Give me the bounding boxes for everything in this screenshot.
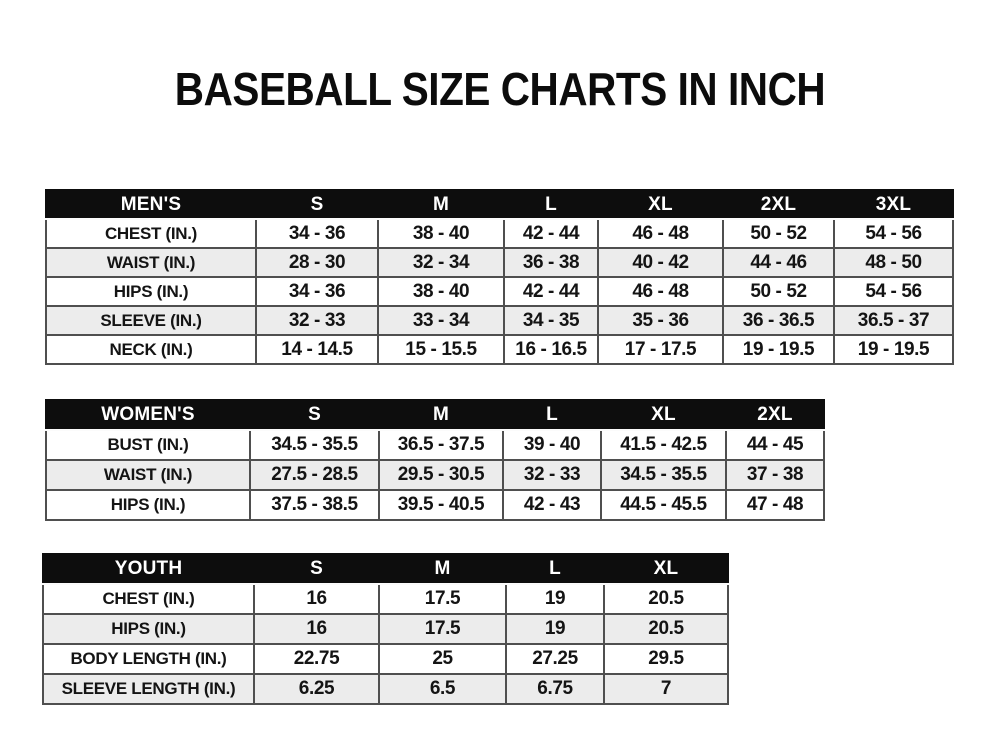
- size-column-header: 3XL: [834, 190, 953, 219]
- size-value-cell: 25: [379, 644, 506, 674]
- size-value-cell: 27.25: [506, 644, 604, 674]
- size-value-cell: 19 - 19.5: [834, 335, 953, 364]
- table-row: [46, 219, 953, 248]
- size-value-cell: 34 - 36: [256, 219, 378, 248]
- size-value-cell: 42 - 43: [503, 490, 601, 520]
- size-value-cell: 32 - 34: [378, 248, 504, 277]
- size-value-cell: 42 - 44: [504, 219, 598, 248]
- size-column-header: XL: [598, 190, 723, 219]
- size-value-cell: 42 - 44: [504, 277, 598, 306]
- size-value-cell: 36.5 - 37.5: [379, 430, 503, 460]
- table-row: [46, 430, 824, 460]
- size-value-cell: 15 - 15.5: [378, 335, 504, 364]
- size-value-cell: 19 - 19.5: [723, 335, 834, 364]
- youth-size-table: [42, 553, 729, 705]
- table-row: [46, 335, 953, 364]
- size-column-header: M: [378, 190, 504, 219]
- size-column-header: XL: [601, 400, 726, 430]
- womens-size-table: [45, 399, 825, 521]
- size-value-cell: 34.5 - 35.5: [250, 430, 379, 460]
- size-value-cell: 28 - 30: [256, 248, 378, 277]
- size-value-cell: 6.25: [254, 674, 379, 704]
- size-value-cell: 19: [506, 584, 604, 614]
- size-column-header: S: [250, 400, 379, 430]
- size-column-header: S: [254, 554, 379, 584]
- size-column-header: 2XL: [726, 400, 824, 430]
- size-value-cell: 37 - 38: [726, 460, 824, 490]
- size-column-header: M: [379, 400, 503, 430]
- table-header-row: [43, 554, 728, 584]
- size-value-cell: 50 - 52: [723, 219, 834, 248]
- size-value-cell: 44.5 - 45.5: [601, 490, 726, 520]
- table-row: [43, 614, 728, 644]
- size-value-cell: 7: [604, 674, 728, 704]
- size-value-cell: 46 - 48: [598, 219, 723, 248]
- size-value-cell: 17 - 17.5: [598, 335, 723, 364]
- table-title-cell: YOUTH: [43, 554, 254, 584]
- row-label: BUST (IN.): [46, 430, 250, 460]
- size-value-cell: 16: [254, 584, 379, 614]
- size-value-cell: 46 - 48: [598, 277, 723, 306]
- size-value-cell: 29.5 - 30.5: [379, 460, 503, 490]
- table-title-cell: MEN'S: [46, 190, 256, 219]
- size-value-cell: 38 - 40: [378, 277, 504, 306]
- size-column-header: M: [379, 554, 506, 584]
- table-row: [43, 674, 728, 704]
- size-value-cell: 32 - 33: [503, 460, 601, 490]
- size-value-cell: 29.5: [604, 644, 728, 674]
- size-value-cell: 34.5 - 35.5: [601, 460, 726, 490]
- table-header-row: [46, 400, 824, 430]
- size-value-cell: 27.5 - 28.5: [250, 460, 379, 490]
- size-value-cell: 17.5: [379, 584, 506, 614]
- row-label: SLEEVE (IN.): [46, 306, 256, 335]
- size-value-cell: 14 - 14.5: [256, 335, 378, 364]
- row-label: HIPS (IN.): [46, 277, 256, 306]
- row-label: BODY LENGTH (IN.): [43, 644, 254, 674]
- size-column-header: S: [256, 190, 378, 219]
- size-value-cell: 19: [506, 614, 604, 644]
- size-column-header: L: [503, 400, 601, 430]
- row-label: SLEEVE LENGTH (IN.): [43, 674, 254, 704]
- size-value-cell: 34 - 36: [256, 277, 378, 306]
- size-value-cell: 33 - 34: [378, 306, 504, 335]
- size-value-cell: 20.5: [604, 614, 728, 644]
- size-value-cell: 54 - 56: [834, 277, 953, 306]
- table-row: [46, 277, 953, 306]
- row-label: HIPS (IN.): [46, 490, 250, 520]
- size-value-cell: 41.5 - 42.5: [601, 430, 726, 460]
- table-row: [46, 490, 824, 520]
- size-value-cell: 36 - 36.5: [723, 306, 834, 335]
- table-header-row: [46, 190, 953, 219]
- row-label: HIPS (IN.): [43, 614, 254, 644]
- row-label: WAIST (IN.): [46, 248, 256, 277]
- size-value-cell: 44 - 45: [726, 430, 824, 460]
- size-value-cell: 50 - 52: [723, 277, 834, 306]
- size-value-cell: 40 - 42: [598, 248, 723, 277]
- table-row: [43, 584, 728, 614]
- mens-size-table: [45, 189, 954, 365]
- size-value-cell: 36.5 - 37: [834, 306, 953, 335]
- size-value-cell: 20.5: [604, 584, 728, 614]
- size-value-cell: 22.75: [254, 644, 379, 674]
- size-value-cell: 39.5 - 40.5: [379, 490, 503, 520]
- table-row: [46, 248, 953, 277]
- size-value-cell: 38 - 40: [378, 219, 504, 248]
- size-value-cell: 35 - 36: [598, 306, 723, 335]
- size-value-cell: 47 - 48: [726, 490, 824, 520]
- size-value-cell: 32 - 33: [256, 306, 378, 335]
- table-row: [46, 306, 953, 335]
- size-column-header: L: [506, 554, 604, 584]
- size-value-cell: 36 - 38: [504, 248, 598, 277]
- size-column-header: 2XL: [723, 190, 834, 219]
- size-value-cell: 6.75: [506, 674, 604, 704]
- size-column-header: L: [504, 190, 598, 219]
- size-value-cell: 16: [254, 614, 379, 644]
- size-value-cell: 54 - 56: [834, 219, 953, 248]
- size-value-cell: 37.5 - 38.5: [250, 490, 379, 520]
- size-value-cell: 17.5: [379, 614, 506, 644]
- size-value-cell: 48 - 50: [834, 248, 953, 277]
- row-label: NECK (IN.): [46, 335, 256, 364]
- size-value-cell: 34 - 35: [504, 306, 598, 335]
- table-row: [46, 460, 824, 490]
- size-value-cell: 6.5: [379, 674, 506, 704]
- size-column-header: XL: [604, 554, 728, 584]
- size-value-cell: 44 - 46: [723, 248, 834, 277]
- table-title-cell: WOMEN'S: [46, 400, 250, 430]
- page-title: BASEBALL SIZE CHARTS IN INCH: [174, 63, 826, 115]
- row-label: CHEST (IN.): [43, 584, 254, 614]
- size-value-cell: 39 - 40: [503, 430, 601, 460]
- table-row: [43, 644, 728, 674]
- row-label: WAIST (IN.): [46, 460, 250, 490]
- size-value-cell: 16 - 16.5: [504, 335, 598, 364]
- row-label: CHEST (IN.): [46, 219, 256, 248]
